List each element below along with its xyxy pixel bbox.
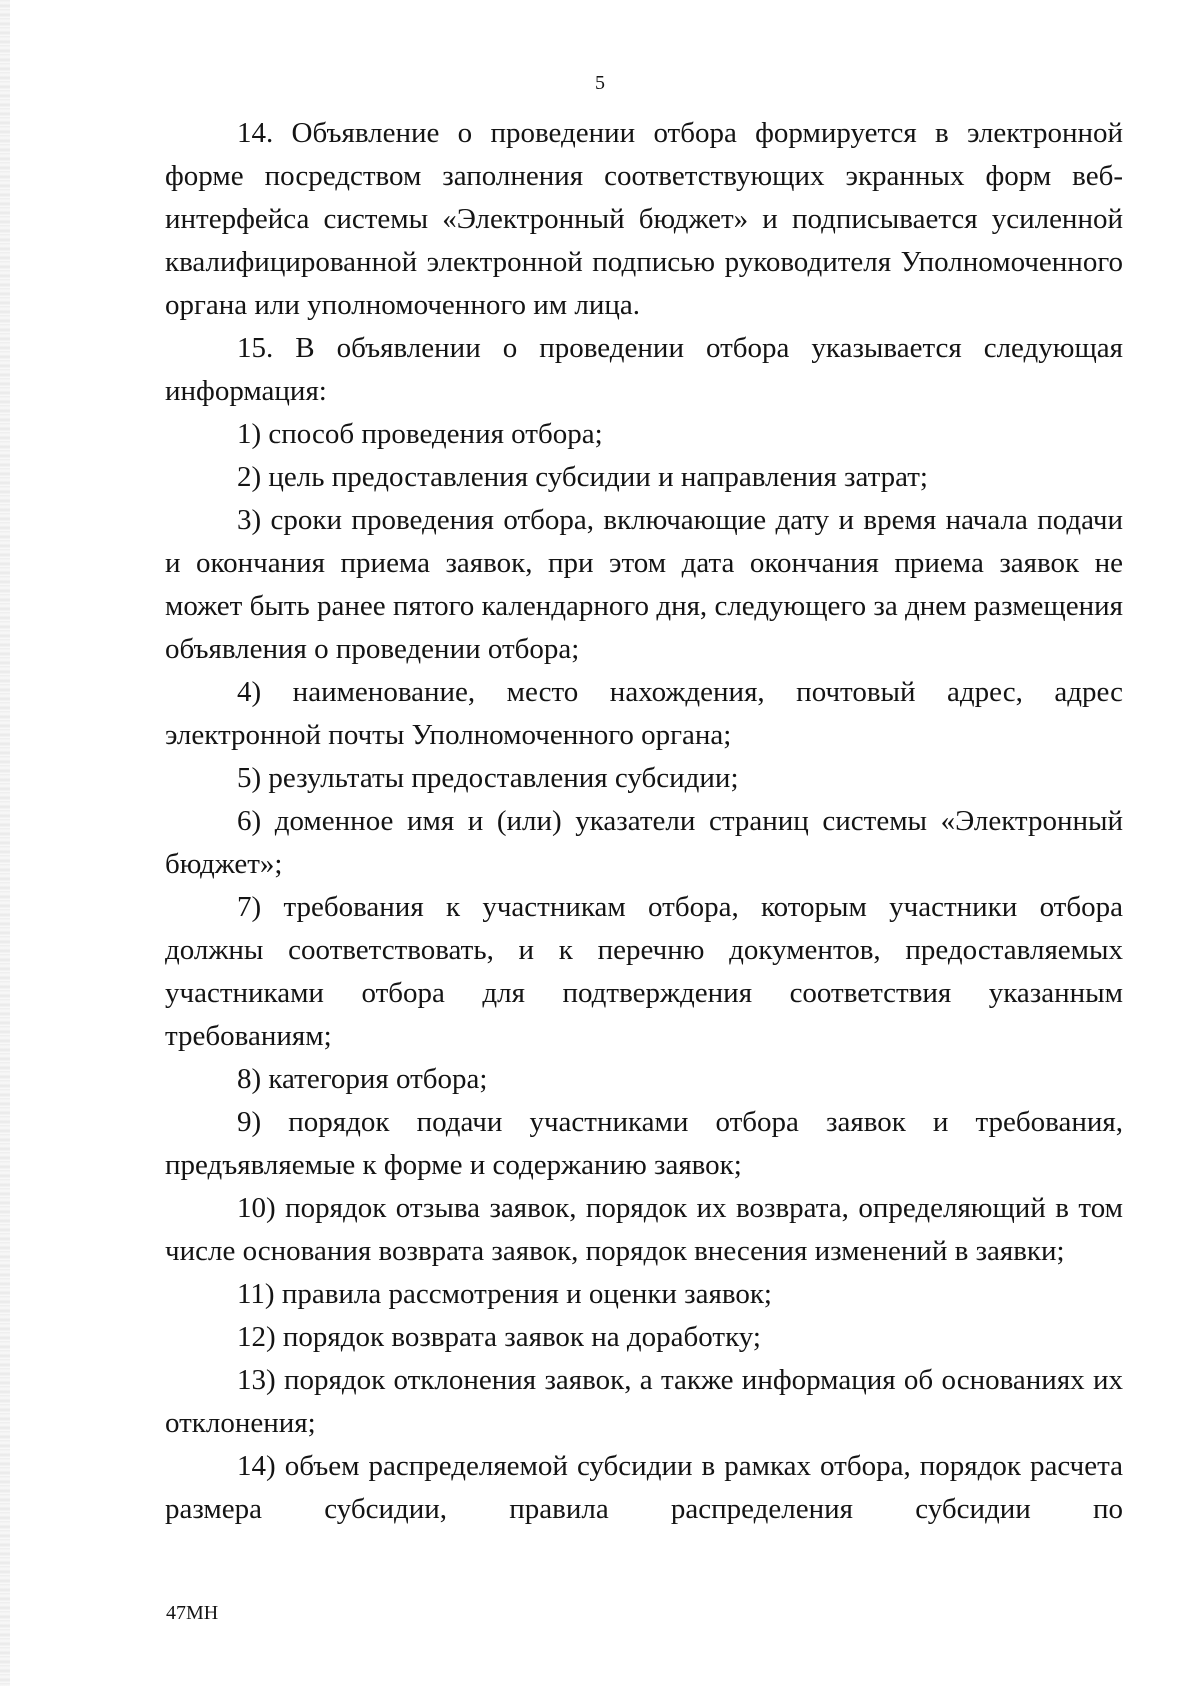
scan-edge-decoration <box>0 0 10 1686</box>
list-item-9: 9) порядок подачи участниками отбора заявок и требования, предъявляемые к форме и содержанию заявок; <box>165 1106 1123 1181</box>
paragraph-14: 14. Объявление о проведении отбора формируется в электронной форме посредством заполнения соответствующих экранных форм веб-интерфейса системы «Электронный бюджет» и подписывается усиленной квалифицированной электронной подписью руководителя Уполномоченного органа или уполномоченного им лица. <box>165 117 1123 321</box>
paragraph-15: 15. В объявлении о проведении отбора указывается следующая информация: <box>165 332 1123 407</box>
list-item-1: 1) способ проведения отбора; <box>237 418 603 450</box>
list-item-10: 10) порядок отзыва заявок, порядок их возврата, определяющий в том числе основания возврата заявок, порядок внесения изменений в заявки; <box>165 1192 1123 1267</box>
list-item-11: 11) правила рассмотрения и оценки заявок; <box>237 1278 772 1310</box>
list-item-2: 2) цель предоставления субсидии и направления затрат; <box>237 461 928 493</box>
footer-document-code: 47МН <box>166 1602 219 1624</box>
page-number: 5 <box>595 72 605 94</box>
list-item-4: 4) наименование, место нахождения, почтовый адрес, адрес электронной почты Уполномоченного органа; <box>165 676 1123 751</box>
list-item-5: 5) результаты предоставления субсидии; <box>237 762 739 794</box>
list-item-13: 13) порядок отклонения заявок, а также информация об основаниях их отклонения; <box>165 1364 1123 1439</box>
list-item-14: 14) объем распределяемой субсидии в рамках отбора, порядок расчета размера субсидии, правила распределения субсидии по <box>165 1450 1123 1525</box>
list-item-3: 3) сроки проведения отбора, включающие дату и время начала подачи и окончания приема заявок, при этом дата окончания приема заявок не может быть ранее пятого календарного дня, следующего за днем размещения объявления о проведении отбора; <box>165 504 1123 665</box>
list-item-12: 12) порядок возврата заявок на доработку; <box>237 1321 761 1353</box>
list-item-8: 8) категория отбора; <box>237 1063 488 1095</box>
list-item-7: 7) требования к участникам отбора, которым участники отбора должны соответствовать, и к перечню документов, предоставляемых участниками отбора для подтверждения соответствия указанным требованиям; <box>165 891 1123 1052</box>
document-body <box>165 112 1123 1531</box>
list-item-6: 6) доменное имя и (или) указатели страниц системы «Электронный бюджет»; <box>165 805 1123 880</box>
